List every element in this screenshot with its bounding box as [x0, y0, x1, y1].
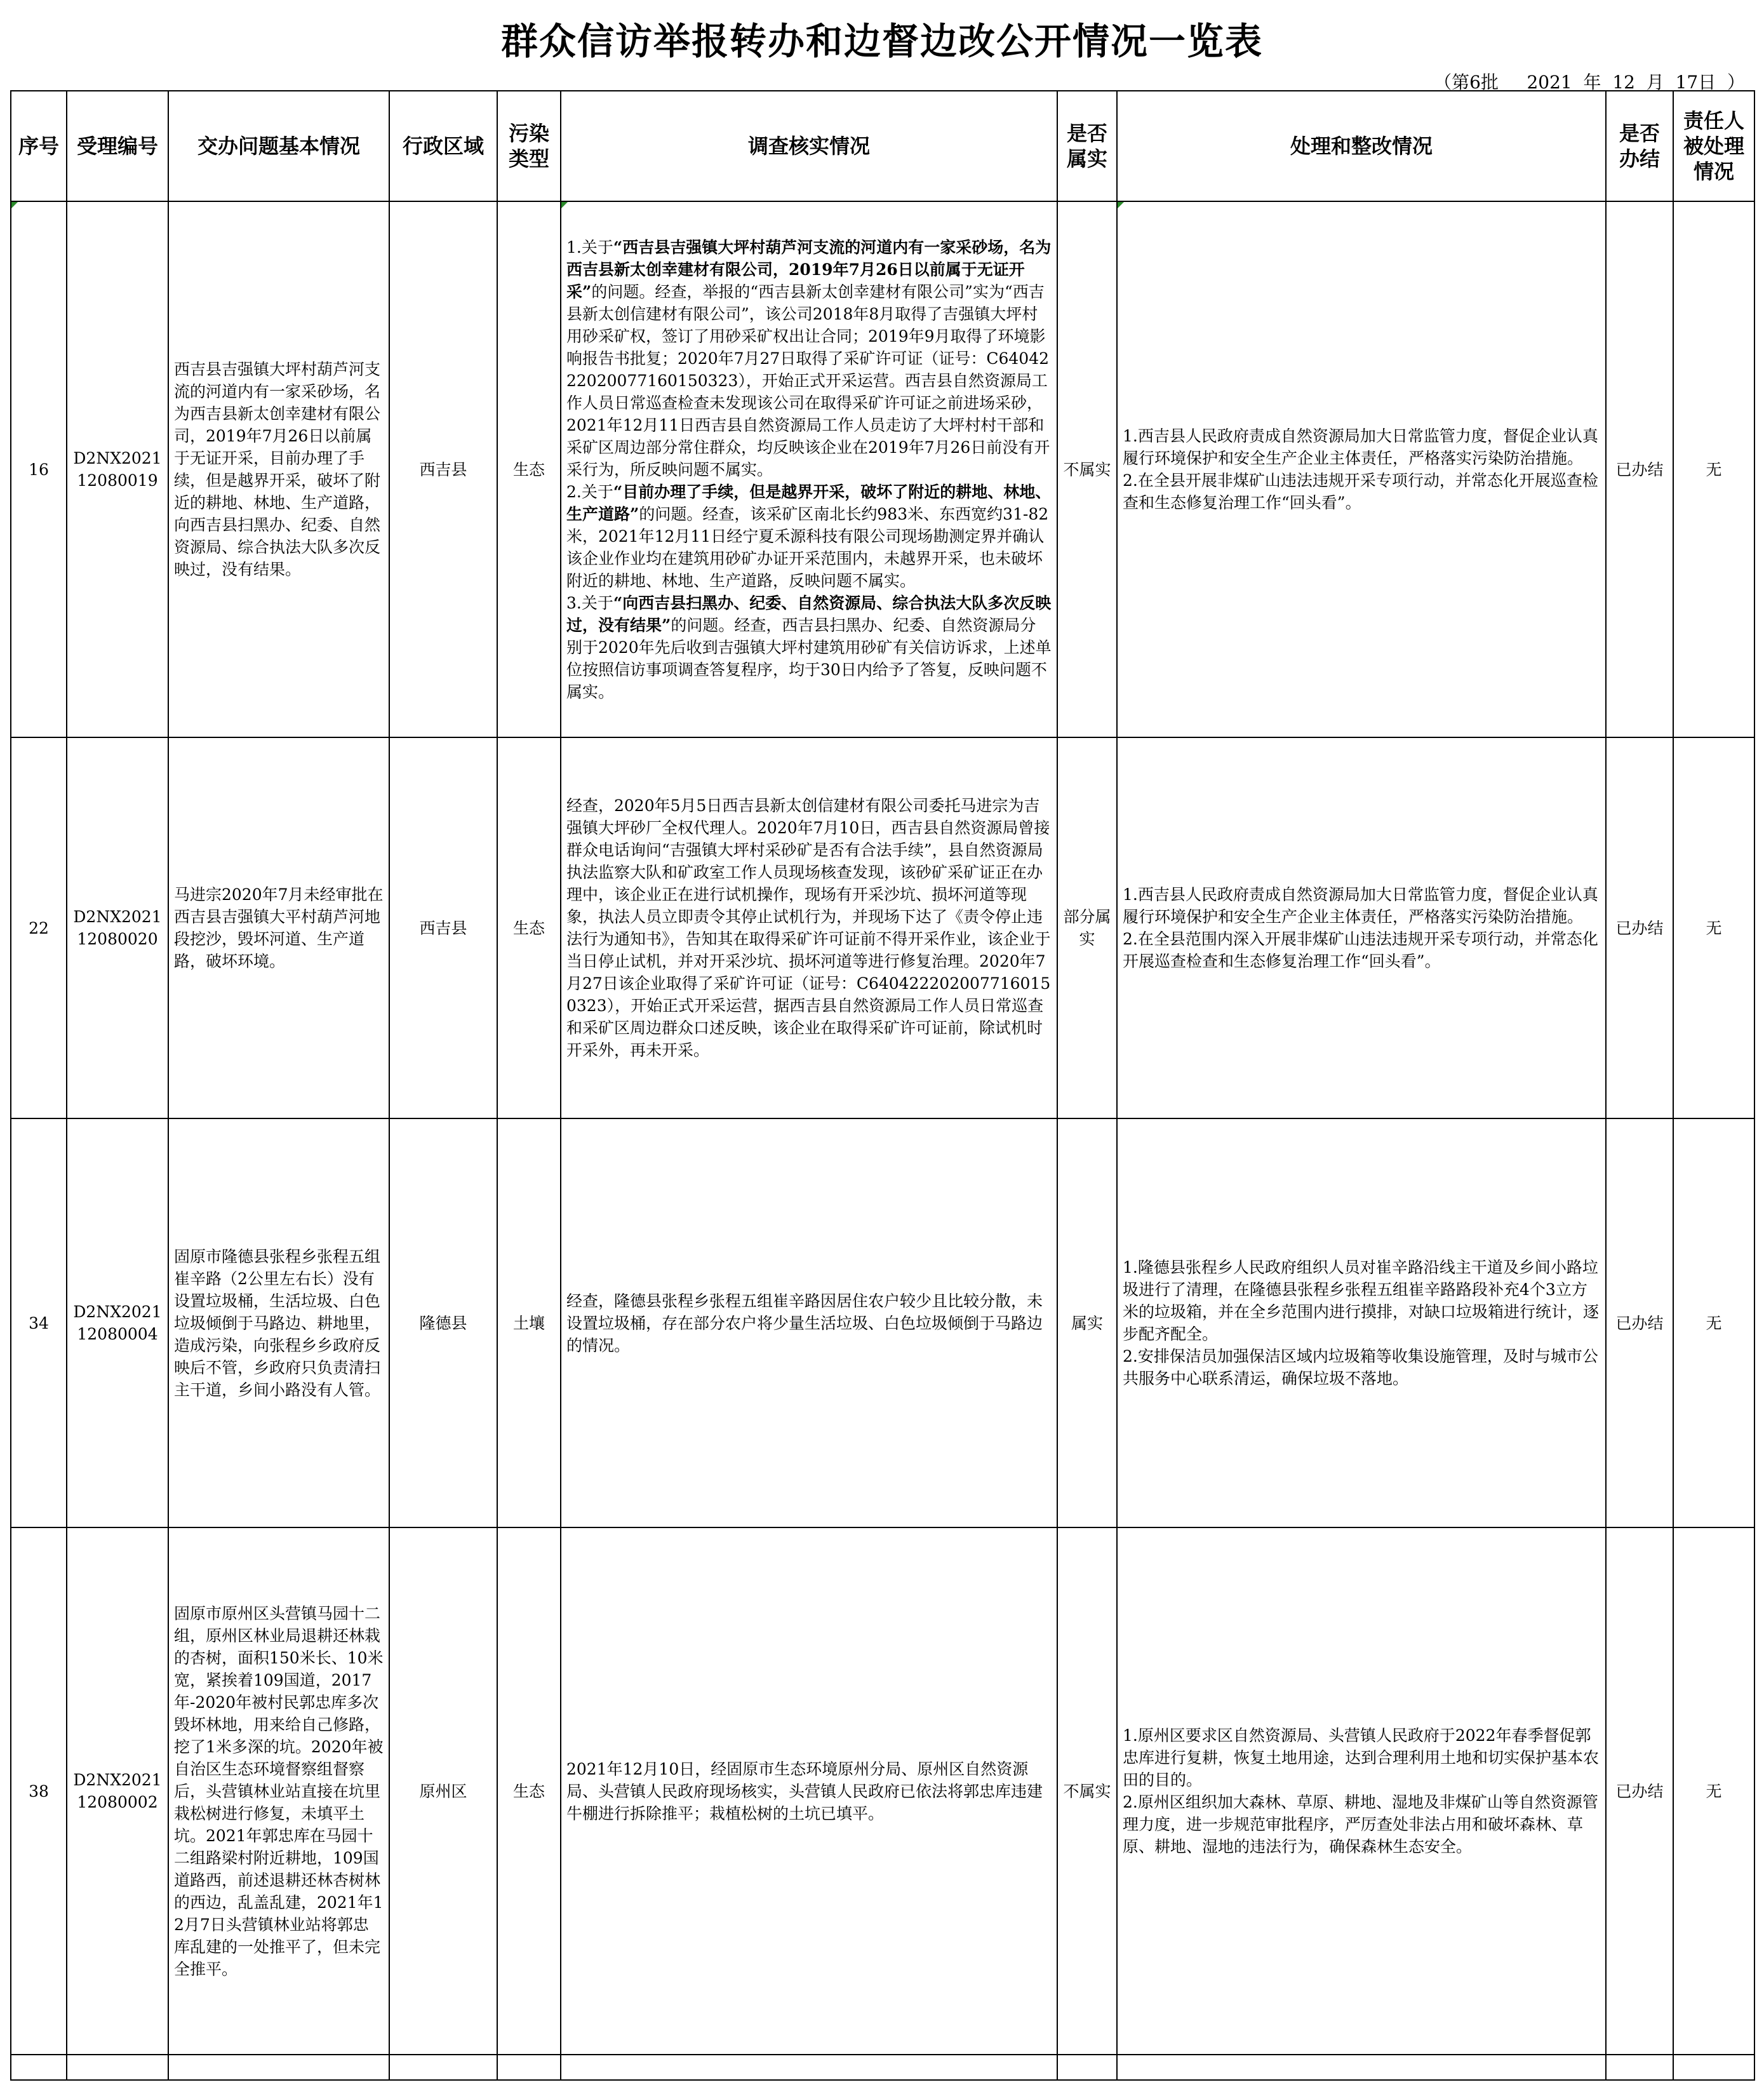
table-row: [11, 737, 1754, 1118]
empty-cell: [1057, 2055, 1117, 2080]
empty-cell: [1606, 2055, 1673, 2080]
cell-region: 西吉县: [389, 737, 497, 1118]
header-done: 是否办结: [1606, 91, 1673, 201]
cell-done: 已办结: [1606, 1527, 1673, 2055]
empty-row: [11, 2055, 1754, 2080]
cell-done: 已办结: [1606, 1118, 1673, 1527]
header-code: 受理编号: [67, 91, 168, 201]
cell-accountability: 无: [1673, 1118, 1754, 1527]
handling-item-1: 1.西吉县人民政府责成自然资源局加大日常监管力度，督促企业认真履行环境保护和安全生产企业主体责任，严格落实污染防治措施。: [1123, 427, 1598, 467]
cell-seq: 16: [11, 201, 67, 737]
batch-date: （第6批 2021 年 12 月 17日 ）: [1434, 72, 1745, 93]
cell-investigation: 经查，隆德县张程乡张程五组崔辛路因居住农户较少且比较分散，未设置垃圾桶，存在部分农户将少量生活垃圾、白色垃圾倾倒于马路边的情况。: [561, 1118, 1057, 1527]
handling-item-2: 2.安排保洁员加强保洁区域内垃圾箱等收集设施管理，及时与城市公共服务中心联系清运，确保垃圾不落地。: [1123, 1347, 1598, 1388]
investigation-item-3: 3.关于“向西吉县扫黑办、纪委、自然资源局、综合执法大队多次反映过，没有结果”的问题。经查，西吉县扫黑办、纪委、自然资源局分别于2020年先后收到吉强镇大坪村建筑用砂矿有关信访诉求，上述单位按照信访事项调查答复程序，均于30日内给予了答复，反映问题不属实。: [566, 593, 1052, 701]
handling-item-1: 1.西吉县人民政府责成自然资源局加大日常监管力度，督促企业认真履行环境保护和安全生产企业主体责任，严格落实污染防治措施。: [1123, 885, 1598, 926]
cell-seq: 34: [11, 1118, 67, 1527]
cell-region: 西吉县: [389, 201, 497, 737]
cell-accountability: 无: [1673, 737, 1754, 1118]
cell-code: D2NX202112080002: [67, 1527, 168, 2055]
cell-handling: [1117, 201, 1606, 737]
header-region: 行政区域: [389, 91, 497, 201]
cell-code: D2NX202112080019: [67, 201, 168, 737]
empty-cell: [1673, 2055, 1754, 2080]
cell-issue: 固原市隆德县张程乡张程五组崔辛路（2公里左右长）没有设置垃圾桶，生活垃圾、白色垃圾倾倒于马路边、耕地里，造成污染，向张程乡乡政府反映后不管，乡政府只负责清扫主干道，乡间小路没有人管。: [168, 1118, 389, 1527]
petition-table: [10, 90, 1755, 2081]
cell-handling: [1117, 737, 1606, 1118]
cell-issue: 马进宗2020年7月未经审批在西吉县吉强镇大平村葫芦河地段挖沙，毁坏河道、生产道路，破坏环境。: [168, 737, 389, 1118]
handling-item-2: 2.在全县范围内深入开展非煤矿山违法违规开采专项行动，并常态化开展巡查检查和生态修复治理工作“回头看”。: [1123, 930, 1598, 970]
cell-accountability: 无: [1673, 1527, 1754, 2055]
table-row: [11, 201, 1754, 737]
empty-cell: [67, 2055, 168, 2080]
header-handling: 处理和整改情况: [1117, 91, 1606, 201]
header-verified: 是否属实: [1057, 91, 1117, 201]
empty-cell: [497, 2055, 561, 2080]
cell-region: 原州区: [389, 1527, 497, 2055]
cell-verified: 不属实: [1057, 201, 1117, 737]
cell-done: 已办结: [1606, 201, 1673, 737]
cell-seq: 22: [11, 737, 67, 1118]
header-pollution: 污染类型: [497, 91, 561, 201]
empty-cell: [561, 2055, 1057, 2080]
handling-item-2: 2.原州区组织加大森林、草原、耕地、湿地及非煤矿山等自然资源管理力度，进一步规范审批程序，严厉查处非法占用和破坏森林、草原、耕地、湿地的违法行为，确保森林生态安全。: [1123, 1793, 1598, 1856]
header-investigation: 调查核实情况: [561, 91, 1057, 201]
header-row: [11, 91, 1754, 201]
cell-investigation: 经查，2020年5月5日西吉县新太创信建材有限公司委托马进宗为吉强镇大坪砂厂全权代理人。2020年7月10日，西吉县自然资源局曾接群众电话询问“吉强镇大坪村采砂矿是否有合法手续”，县自然资源局执法监察大队和矿政室工作人员现场核查发现，该砂矿采矿证正在办理中，该企业正在进行试机操作，现场有开采沙坑、损坏河道等现象，执法人员立即责令其停止试机行为，并现场下达了《责令停止违法行为通知书》，告知其在取得采矿许可证前不得开采作业，该企业于当日停止试机，并对开采沙坑、损坏河道等进行修复治理。2020年7月27日该企业取得了采矿许可证（证号：C6404222020077160150323），开始正式开采运营，据西吉县自然资源局工作人员日常巡查和采矿区周边群众口述反映，该企业在取得采矿许可证前，除试机时开采外，再未开采。: [561, 737, 1057, 1118]
cell-investigation: 2021年12月10日，经固原市生态环境原州分局、原州区自然资源局、头营镇人民政府现场核实，头营镇人民政府已依法将郭忠库违建牛棚进行拆除推平；栽植松树的土坑已填平。: [561, 1527, 1057, 2055]
cell-verified: 不属实: [1057, 1527, 1117, 2055]
header-issue: 交办问题基本情况: [168, 91, 389, 201]
cell-code: D2NX202112080020: [67, 737, 168, 1118]
table-row: [11, 1527, 1754, 2055]
cell-seq: 38: [11, 1527, 67, 2055]
cell-pollution: 生态: [497, 1527, 561, 2055]
cell-accountability: 无: [1673, 201, 1754, 737]
header-seq: 序号: [11, 91, 67, 201]
empty-cell: [168, 2055, 389, 2080]
cell-handling: [1117, 1118, 1606, 1527]
cell-investigation: [561, 201, 1057, 737]
empty-cell: [389, 2055, 497, 2080]
cell-issue: 西吉县吉强镇大坪村葫芦河支流的河道内有一家采砂场，名为西吉县新太创幸建材有限公司，2019年7月26日以前属于无证开采，目前办理了手续，但是越界开采，破坏了附近的耕地、林地、生产道路，向西吉县扫黑办、纪委、自然资源局、综合执法大队多次反映过，没有结果。: [168, 201, 389, 737]
handling-item-1: 1.隆德县张程乡人民政府组织人员对崔辛路沿线主干道及乡间小路垃圾进行了清理，在隆德县张程乡张程五组崔辛路路段补充4个3立方米的垃圾箱，并在全乡范围内进行摸排，对缺口垃圾箱进行统计，逐步配齐配全。: [1123, 1258, 1600, 1343]
header-accountability: 责任人被处理情况: [1673, 91, 1754, 201]
cell-region: 隆德县: [389, 1118, 497, 1527]
cell-pollution: 生态: [497, 201, 561, 737]
cell-pollution: 生态: [497, 737, 561, 1118]
empty-cell: [11, 2055, 67, 2080]
cell-verified: 部分属实: [1057, 737, 1117, 1118]
cell-done: 已办结: [1606, 737, 1673, 1118]
handling-item-2: 2.在全县开展非煤矿山违法违规开采专项行动，并常态化开展巡查检查和生态修复治理工作“回头看”。: [1123, 471, 1598, 512]
empty-cell: [1117, 2055, 1606, 2080]
cell-pollution: 土壤: [497, 1118, 561, 1527]
cell-handling: [1117, 1527, 1606, 2055]
table-row: [11, 1118, 1754, 1527]
cell-code: D2NX202112080004: [67, 1118, 168, 1527]
investigation-item-2: 2.关于“目前办理了手续，但是越界开采，破坏了附近的耕地、林地、生产道路”的问题。经查，该采矿区南北长约983米、东西宽约31-82米，2021年12月11日经宁夏禾源科技有限公司现场勘测定界并确认该企业作业均在建筑用砂矿办证开采范围内，未越界开采，也未破坏附近的耕地、林地、生产道路，反映问题不属实。: [566, 482, 1052, 590]
cell-issue: 固原市原州区头营镇马园十二组，原州区林业局退耕还林栽的杏树，面积150米长、10米宽，紧挨着109国道，2017年-2020年被村民郭忠库多次毁坏林地，用来给自己修路，挖了1米多深的坑。2020年被自治区生态环境督察组督察后，头营镇林业站直接在坑里栽松树进行修复，未填平土坑。2021年郭忠库在马园十二组路梁村附近耕地，109国道路西，前述退耕还林杏树林的西边，乱盖乱建，2021年12月7日头营镇林业站将郭忠库乱建的一处推平了，但未完全推平。: [168, 1527, 389, 2055]
investigation-item-1: 1.关于“西吉县吉强镇大坪村葫芦河支流的河道内有一家采砂场，名为西吉县新太创幸建材有限公司，2019年7月26日以前属于无证开采”的问题。经查，举报的“西吉县新太创幸建材有限公司”实为“西吉县新太创信建材有限公司”，该公司2018年8月取得了吉强镇大坪村用砂采矿权，签订了用砂采矿权出让合同；2019年9月取得了环境影响报告书批复；2020年7月27日取得了采矿许可证（证号：C6404222020077160150323），开始正式开采运营。西吉县自然资源局工作人员日常巡查检查未发现该公司在取得采矿许可证之前进场采砂，2021年12月11日西吉县自然资源局工作人员走访了大坪村村干部和采矿区周边部分常住群众，均反映该企业在2019年7月26日前没有开采行为，所反映问题不属实。: [566, 238, 1052, 479]
cell-verified: 属实: [1057, 1118, 1117, 1527]
page-title: 群众信访举报转办和边督边改公开情况一览表: [500, 20, 1263, 63]
handling-item-1: 1.原州区要求区自然资源局、头营镇人民政府于2022年春季督促郭忠库进行复耕，恢复土地用途，达到合理利用土地和切实保护基本农田的目的。: [1123, 1726, 1600, 1789]
